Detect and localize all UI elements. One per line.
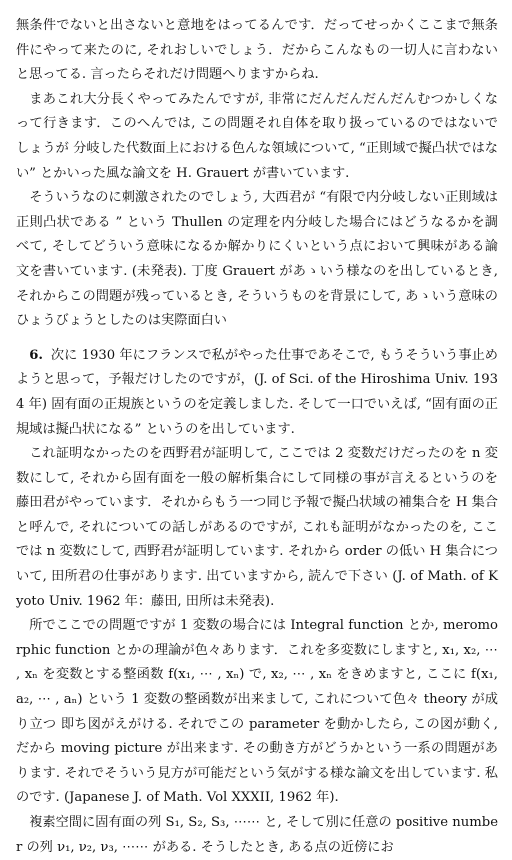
- paragraph-5: これ証明なかったのを西野君が証明して, ここでは 2 変数だけだったのを n 変数にして, それから固有面を一般の解析集合にして同様の事が言えるというのを藤田君がやっています．それからもう一つ同じ予報で擬凸状域の補集合を H 集合と呼んで, それについての話しがあるのですが, これも証明がなかったのを, ここでは n 変数にして, 西野君が証明しています. それから order の低い H 集合について, 田所君の仕事があります. 出ていますから, 読んで下さい (J. of Math. of Kyoto Univ. 1962 年：藤田, 田所は未発表).: [16, 446, 498, 609]
- paragraph-2: まあこれ大分長くやってみたんですが, 非常にだんだんだんだんむつかしくなって行きます．このへんでは, この問題それ自体を取り扱っているのではないでしょうが 分岐した代数面上における色んな領域について, “正則域で擬凸状ではない” とかいった風な論文を H. Grauert が書いています.: [16, 91, 498, 181]
- section-gap: [16, 334, 498, 344]
- paragraph-section-6: [16, 344, 498, 442]
- paragraph-6: 所でここでの問題ですが 1 変数の場合には Integral function とか, meromorphic function とかの理論が色々あります．これを多変数にしますと, x₁, x₂, ⋯ , xₙ を変数とする整函数 f(x₁, ⋯ , xₙ) で, x₂, ⋯ , xₙ をきめますと, ここに f(x₁, a₂, ⋯ , aₙ) という 1 変数の整函数が出来まして, これについて色々 theory が成り立つ 即ち図がえがける. それでこの parameter を動かしたら, この図が動く, だから moving picture が出来ます. その動き方がどうかという一系の問題があります. それでそういう見方が可能だという気がする様な論文を出しています. 私のです. (Japanese J. of Math. Vol XXXII, 1962 年).: [16, 618, 498, 806]
- section-number: 6.: [29, 347, 43, 363]
- paragraph-1: 無条件でないと出さないと意地をはってるんです．だってせっかくここまで無条件にやって来たのに, それおしいでしょう．だからこんなもの一切人に言わないと思ってる. 言ったらそれだけ問題へりますからね.: [16, 18, 498, 83]
- paragraph-3: そういうなのに刺激されたのでしょう, 大西君が “有限で内分岐しない正則域は正則凸状である ” という Thullen の定理を内分岐した場合にはどうなるかを調べて, そしてどういう意味になるか解かりにくいという点において興味がある論文を書いています. (未発表). 丁度 Grauert があゝいう様なのを出しているとき, それからこの問題が残っているとき, そういうものを背景にして, あゝいう意味のひょうびょうとしたのは実際面白い: [16, 190, 498, 329]
- section-6-text: 次に 1930 年にフランスで私がやった仕事であそこで, もうそういう事止めようと思って，予報だけしたのですが，(J. of Sci. of the Hiroshima Univ. 1934 年) 固有面の正規族というのを定義しました. そして一口でいえば, “固有面の正規域は擬凸状になる” というのを出しています.: [16, 347, 498, 437]
- paragraph-7: 複素空間に固有面の列 S₁, S₂, S₃, ⋯⋯ と, そして別に任意の positive number の列 ν₁, ν₂, ν₃, ⋯⋯ がある. そうしたとき, ある点の近傍にお: [16, 815, 498, 855]
